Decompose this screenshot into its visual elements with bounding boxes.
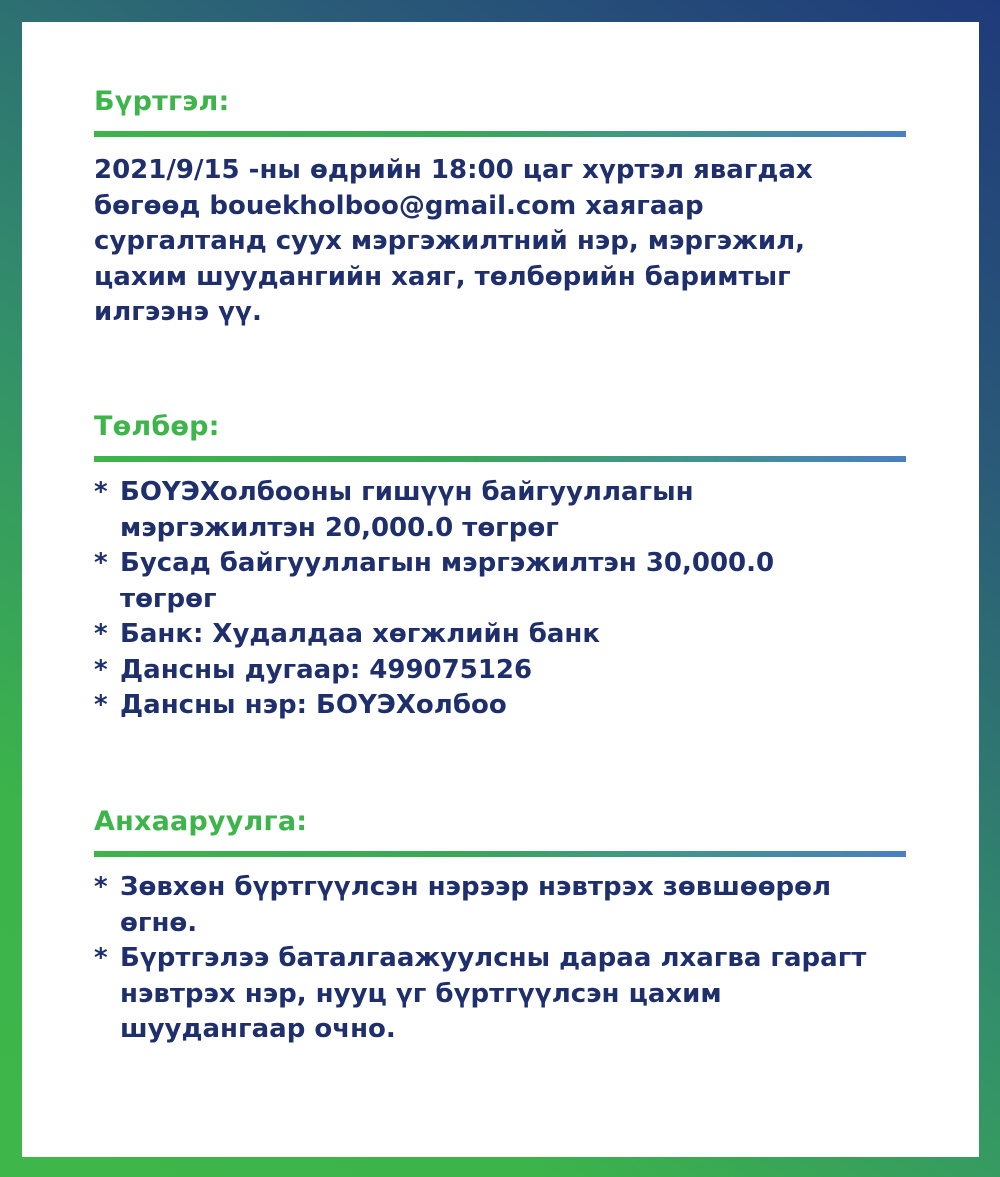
registration-line: илгээнэ үү.	[94, 297, 262, 327]
asterisk-icon: *	[94, 943, 108, 973]
payment-section	[94, 411, 906, 724]
list-item	[94, 688, 906, 724]
notice-heading: Анхааруулга:	[94, 806, 308, 837]
content-card	[22, 22, 979, 1157]
notice-item-line: өгнө.	[120, 907, 198, 938]
payment-item-line: төгрөг	[120, 583, 217, 614]
list-item	[94, 653, 906, 689]
registration-line: бөгөөд bouekholboo@gmail.com хаягаар	[94, 190, 704, 221]
registration-line: 2021/9/15 -ны өдрийн 18:00 цаг хүртэл явагдах	[94, 155, 813, 185]
payment-item-line: Бусад байгууллагын мэргэжилтэн 30,000.0	[120, 548, 775, 578]
notice-list	[94, 870, 906, 1048]
list-item	[94, 870, 906, 941]
registration-heading: Бүртгэл:	[94, 86, 230, 117]
payment-divider	[94, 456, 906, 462]
notice-item-line: нэвтрэх нэр, нууц үг бүртгүүлсэн цахим	[120, 978, 722, 1009]
list-item	[94, 546, 906, 617]
list-item	[94, 617, 906, 653]
notice-item-line: Зөвхөн бүртгүүлсэн нэрээр нэвтрэх зөвшөөрөл	[120, 872, 832, 902]
notice-section	[94, 806, 906, 1048]
payment-item-line: БОҮЭХолбооны гишүүн байгууллагын	[120, 477, 694, 507]
notice-divider	[94, 851, 906, 857]
registration-line: цахим шуудангийн хаяг, төлбөрийн баримтыг	[94, 261, 791, 292]
asterisk-icon: *	[94, 619, 108, 649]
payment-item-line: Банк: Худалдаа хөгжлийн банк	[120, 619, 601, 649]
asterisk-icon: *	[94, 548, 108, 578]
notice-item-line: шуудангаар очно.	[120, 1014, 396, 1044]
registration-text	[94, 153, 906, 331]
asterisk-icon: *	[94, 654, 108, 685]
asterisk-icon: *	[94, 872, 108, 902]
registration-section	[94, 86, 906, 331]
payment-item-line: Дансны нэр: БОҮЭХолбоо	[120, 690, 507, 720]
payment-item-line: Дансны дугаар: 499075126	[120, 654, 533, 685]
registration-divider	[94, 131, 906, 137]
registration-line: сургалтанд суух мэргэжилтний нэр, мэргэжил,	[94, 226, 806, 256]
payment-heading: Төлбөр:	[94, 411, 220, 442]
payment-item-line: мэргэжилтэн 20,000.0 төгрөг	[120, 512, 559, 543]
asterisk-icon: *	[94, 477, 108, 507]
list-item	[94, 475, 906, 546]
payment-list	[94, 475, 906, 724]
asterisk-icon: *	[94, 690, 108, 720]
list-item	[94, 941, 906, 1048]
notice-item-line: Бүртгэлээ баталгаажуулсны дараа лхагва гарагт	[120, 943, 867, 973]
